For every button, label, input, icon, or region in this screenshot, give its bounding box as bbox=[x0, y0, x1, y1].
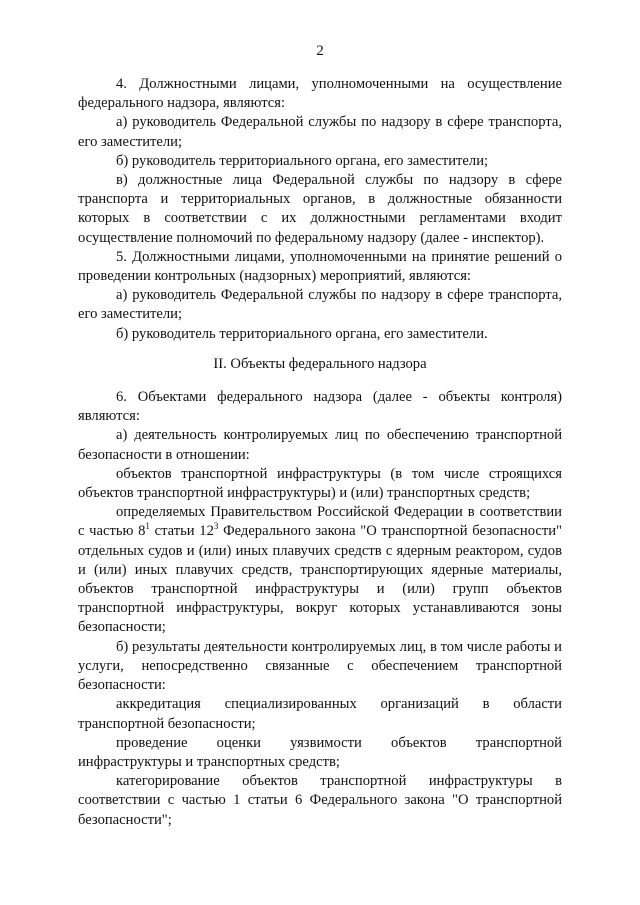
paragraph-4v: в) должностные лица Федеральной службы по надзору в сфере транспорта и территориальных органов, в должностные обязанности которых в соответствии с их должностными регламентами входит осуществление полномочий по федеральному надзору (далее - инспектор). bbox=[78, 172, 562, 246]
paragraph-5b: б) руководитель территориального органа, его заместители. bbox=[116, 325, 488, 342]
paragraph-6a-vessels bbox=[78, 503, 562, 637]
paragraph-6a: а) деятельность контролируемых лиц по обеспечению транспортной безопасности в отношении: bbox=[78, 427, 562, 463]
paragraph-4b: б) руководитель территориального органа, его заместители; bbox=[116, 152, 489, 169]
ref-text-1: определяемых Правительством Российской Федерации в соответствии с частью 8 bbox=[78, 504, 562, 540]
paragraph-6b-assessment: проведение оценки уязвимости объектов транспортной инфраструктуры и транспортных средств; bbox=[78, 734, 562, 770]
paragraph-6b-categorization: категорирование объектов транспортной инфраструктуры в соответствии с частью 1 статьи 6 Федерального закона "О транспортной безопасности"; bbox=[78, 773, 562, 828]
paragraph-6a-objects: объектов транспортной инфраструктуры (в том числе строящихся объектов транспортной инфраструктуры) и (или) транспортных средств; bbox=[78, 465, 562, 502]
paragraph-4a: а) руководитель Федеральной службы по надзору в сфере транспорта, его заместители; bbox=[78, 114, 562, 150]
paragraph-5: 5. Должностными лицами, уполномоченными на принятие решений о проведении контрольных (надзорных) мероприятий, являются: bbox=[78, 248, 562, 285]
ref-text-2: статьи 12 bbox=[149, 523, 214, 540]
paragraph-6b-accreditation: аккредитация специализированных организаций в области транспортной безопасности; bbox=[78, 696, 562, 732]
paragraph-6: 6. Объектами федерального надзора (далее - объекты контроля) являются: bbox=[78, 389, 562, 425]
paragraph-4: 4. Должностными лицами, уполномоченными на осуществление федерального надзора, являются: bbox=[78, 76, 562, 112]
ref-text-3: Федерального закона "О транспортной безопасности" отдельных судов и (или) иных плавучих средств с ядерным реактором, судов и (или) иных плавучих средств, транспортирующих ядерные материалы, объектов транспортной инфраструктуры и (или) групп объектов транспортной инфраструктуры, вокруг которых устанавливаются зоны безопасности; bbox=[78, 523, 562, 636]
paragraph-6b: б) результаты деятельности контролируемых лиц, в том числе работы и услуги, непосредственно связанные с обеспечением транспортной безопасности: bbox=[78, 638, 562, 694]
ref-sup-1: 1 bbox=[145, 521, 150, 532]
paragraph-5a: а) руководитель Федеральной службы по надзору в сфере транспорта, его заместители; bbox=[78, 287, 562, 323]
ref-sup-2: 3 bbox=[213, 521, 219, 532]
section-heading: II. Объекты федерального надзора bbox=[213, 355, 427, 372]
document-body bbox=[78, 75, 562, 830]
page-number: 2 bbox=[316, 43, 324, 59]
